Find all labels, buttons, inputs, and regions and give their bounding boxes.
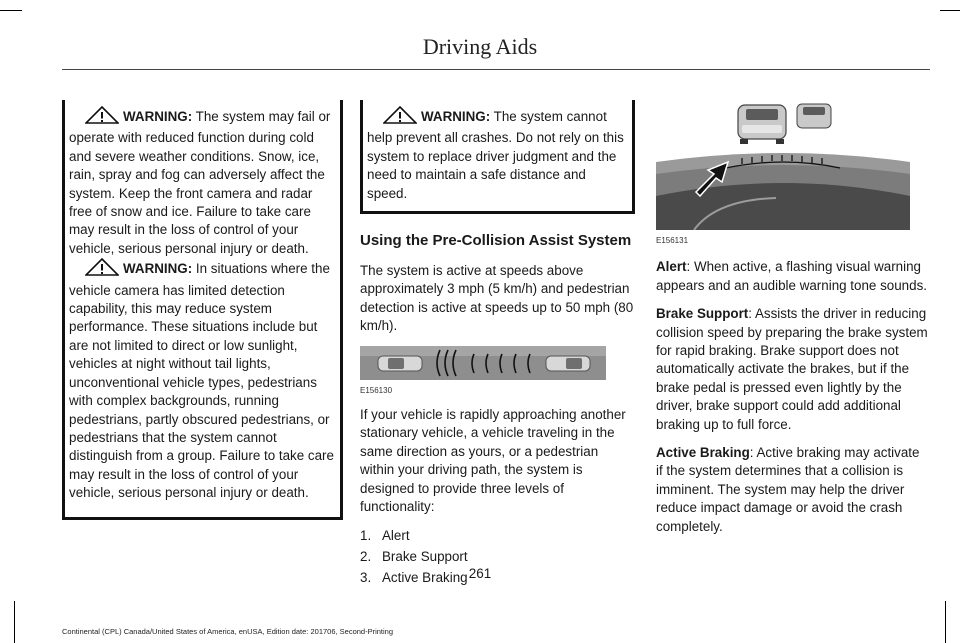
warning-text: The system cannot help prevent all crashes. Do not rely on this system to replace driver judgment and the need to maintain a safe distance and speed.: [367, 109, 624, 201]
crop-mark: [14, 601, 15, 643]
crop-mark: [945, 601, 946, 643]
definition-brake-support: [656, 305, 928, 434]
vehicle-ahead-icon: [738, 105, 786, 144]
distant-vehicle-icon: [797, 104, 831, 128]
column-middle: [360, 100, 635, 591]
warning-box: [360, 100, 635, 214]
paragraph: If your vehicle is rapidly approaching another stationary vehicle, a vehicle traveling in the same direction as yours, or a pedestrian within your driving path, the system is designed to provide three levels of functionality:: [360, 407, 626, 515]
term: Alert: [656, 259, 687, 275]
crop-mark: [940, 10, 960, 11]
list-item: 2. Brake Support: [360, 548, 468, 564]
term: Brake Support: [656, 306, 749, 322]
warning-box: [62, 100, 343, 520]
page-number: 261: [468, 566, 492, 581]
warning-label: WARNING:: [421, 109, 491, 124]
column-right: [656, 100, 928, 546]
list-item: 3. Active Braking: [360, 570, 468, 586]
warning-paragraph: [69, 106, 336, 258]
page-title: Driving Aids: [422, 34, 538, 59]
warning-label: WARNING:: [123, 109, 193, 124]
windshield-warning-illustration: [656, 100, 910, 230]
footer-edition: Continental (CPL) Canada/United States of America, enUSA, Edition date: 201706, Second-Printing: [62, 627, 394, 636]
list-item: 1. Alert: [360, 527, 410, 543]
figure-sensor-range: [360, 346, 635, 396]
definition-alert: [656, 258, 928, 295]
section-heading: Using the Pre-Collision Assist System: [360, 232, 632, 250]
term: Active Braking: [656, 445, 750, 461]
definition-active-braking: [656, 444, 928, 536]
paragraph: The system is active at speeds above approximately 3 mph (5 km/h) and pedestrian detection is active at speeds up to 50 mph (80 km/h).: [360, 263, 634, 334]
warning-triangle-icon: [85, 106, 119, 129]
sensor-range-illustration: [360, 346, 606, 380]
warning-paragraph: [367, 106, 628, 203]
definition-text: : Assists the driver in reducing collision speed by preparing the brake system for rapid braking. Brake support does not automatically activate the brakes, but if the brake pedal is pressed even lightly by the driver, brake support could add additional braking up to full force.: [656, 306, 928, 432]
figure-id: E156131: [656, 236, 689, 246]
car-right-icon: [546, 356, 590, 371]
warning-text: In situations where the vehicle camera has limited detection capability, this may reduce system performance. These situations include but are not limited to direct or low sunlight, vehicles at night without tail lights, unconventional vehicle types, pedestrians with complex backgrounds, running pedestrians, partly obscured pedestrians, or pedestrians that the system cannot distinguish from a group. Failure to take care may result in the loss of control of your vehicle, serious personal injury or death.: [69, 261, 334, 501]
header-rule: [62, 69, 930, 70]
warning-paragraph: [69, 258, 336, 502]
crop-mark: [0, 10, 22, 11]
car-left-icon: [378, 356, 422, 371]
warning-triangle-icon: [85, 258, 119, 281]
warning-text: The system may fail or operate with reduced function during cold and severe weather conditions. Snow, ice, rain, spray and fog can adversely affect the system. Keep the front camera and radar free of snow and ice. Failure to take care may result in the loss of control of your vehicle, serious personal injury or death.: [69, 109, 331, 256]
figure-id: E156130: [360, 386, 393, 396]
warning-triangle-icon: [383, 106, 417, 129]
figure-windshield-warning: [656, 100, 928, 246]
column-left: [62, 100, 343, 520]
definition-text: : Active braking may activate if the system determines that a collision is imminent. The system may help the driver reduce impact damage or avoid the crash completely.: [656, 445, 920, 534]
definition-text: : When active, a flashing visual warning appears and an audible warning tone sounds.: [656, 259, 927, 293]
warning-label: WARNING:: [123, 261, 193, 277]
